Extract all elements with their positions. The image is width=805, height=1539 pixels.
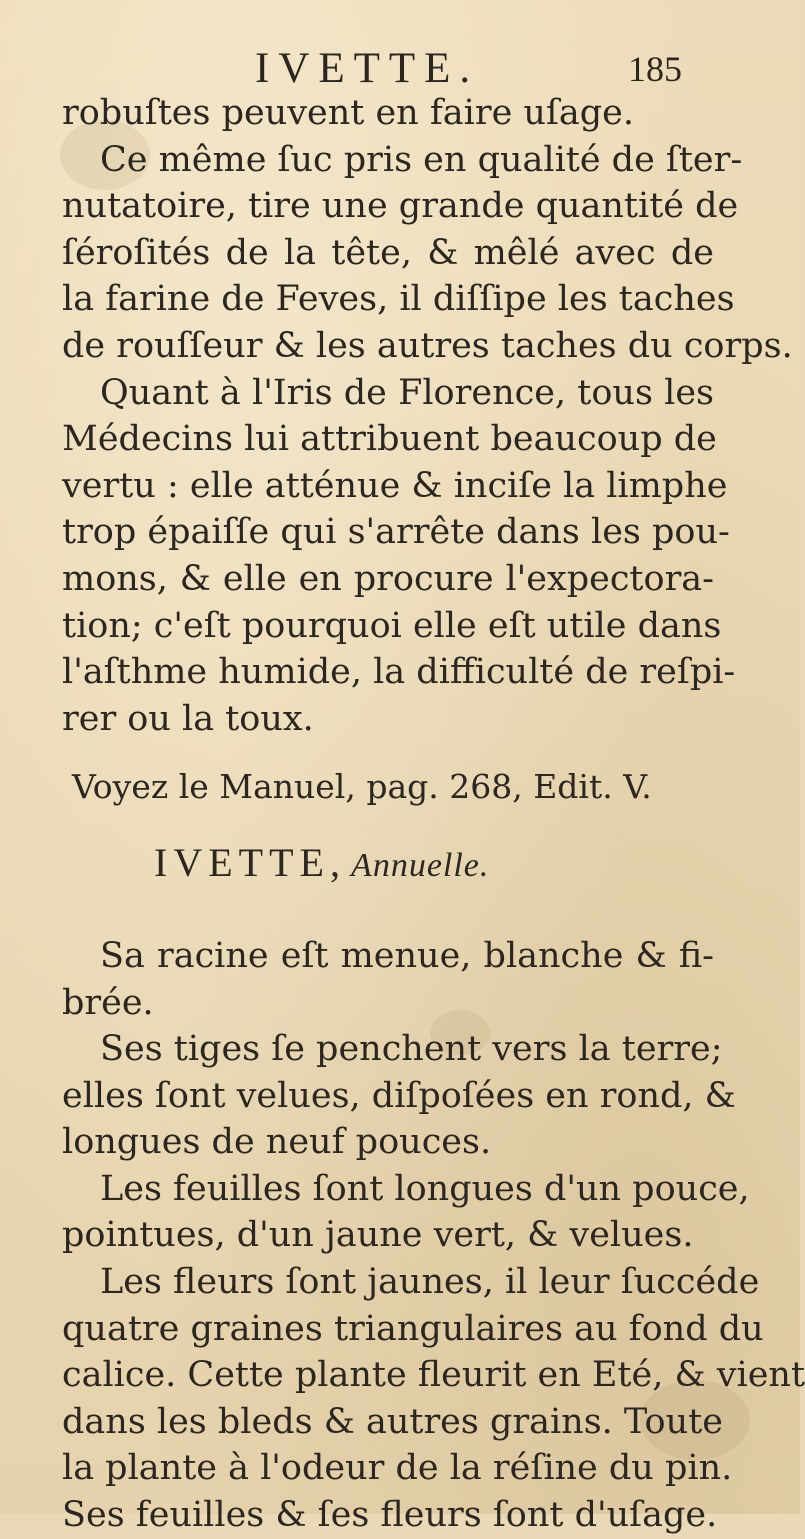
text-line: quatre graines triangulaires au fond du [62, 1308, 764, 1349]
paragraph [62, 90, 714, 137]
text-line: brée. [62, 982, 154, 1023]
text-line: la plante à l'odeur de la réſine du pin. [62, 1448, 733, 1489]
text-line: Ses tiges ſe penchent vers la terre; [100, 1029, 723, 1070]
cross-reference: Voyez le Manuel, pag. 268, Edit. V. [72, 767, 652, 807]
text-line: trop épaiſſe qui s'arrête dans les pou- [62, 512, 730, 553]
paragraph [62, 933, 714, 1026]
text-line: l'aſthme humide, la difficulté de reſpi- [62, 652, 736, 693]
paragraph [62, 137, 793, 370]
section-heading-title: IVETTE, [154, 839, 346, 885]
text-line: Les feuilles ſont longues d'un pouce, [100, 1168, 750, 1209]
text-line: Médecins lui attribuent beaucoup de [62, 419, 717, 460]
section-heading-subtitle: Annuelle. [351, 846, 490, 884]
text-line: la farine de Feves, il diſſipe les taches [62, 279, 735, 320]
text-line: vertu : elle atténue & inciſe la limphe [62, 465, 728, 506]
text-line: Sa racine eſt menue, blanche & fi- [100, 935, 714, 976]
running-head-title: IVETTE. [255, 45, 480, 92]
text-line: pointues, d'un jaune vert, & velues. [62, 1215, 694, 1256]
text-line: mons, & elle en procure l'expectora- [62, 558, 714, 599]
text-line: longues de neuf pouces. [62, 1122, 492, 1163]
paragraph [62, 1166, 750, 1259]
text-line: robuſtes peuvent en faire uſage. [62, 93, 635, 133]
running-head [0, 44, 800, 94]
text-line: calice. Cette plante fleurit en Eté, & vient [62, 1355, 805, 1396]
text-line: Ses feuilles & ſes fleurs ſont d'uſage. [62, 1495, 718, 1536]
text-line: dans les bleds & autres grains. Toute [62, 1401, 723, 1442]
text-line: de rouſſeur & les autres taches du corps. [62, 325, 793, 366]
text-block [62, 90, 805, 1539]
text-line: Les fleurs ſont jaunes, il leur ſuccéde [100, 1262, 760, 1303]
text-line: Quant à l'Iris de Florence, tous les [100, 372, 714, 413]
page-number: 185 [628, 49, 682, 89]
text-line: rer ou la toux. [62, 698, 314, 739]
paragraph [62, 370, 736, 743]
text-line: tion; c'eſt pourquoi elle eſt utile dans [62, 605, 722, 646]
section-heading [62, 833, 714, 893]
paragraph [62, 1026, 736, 1166]
text-line: nutatoire, tire une grande quantité de [62, 186, 739, 227]
text-line: ſéroſités de la tête, & mêlé avec de [62, 232, 714, 273]
text-line: elles ſont velues, diſpoſées en rond, & [62, 1075, 736, 1116]
text-line: Ce même ſuc pris en qualité de ſter- [100, 139, 743, 180]
paragraph [62, 1259, 805, 1539]
